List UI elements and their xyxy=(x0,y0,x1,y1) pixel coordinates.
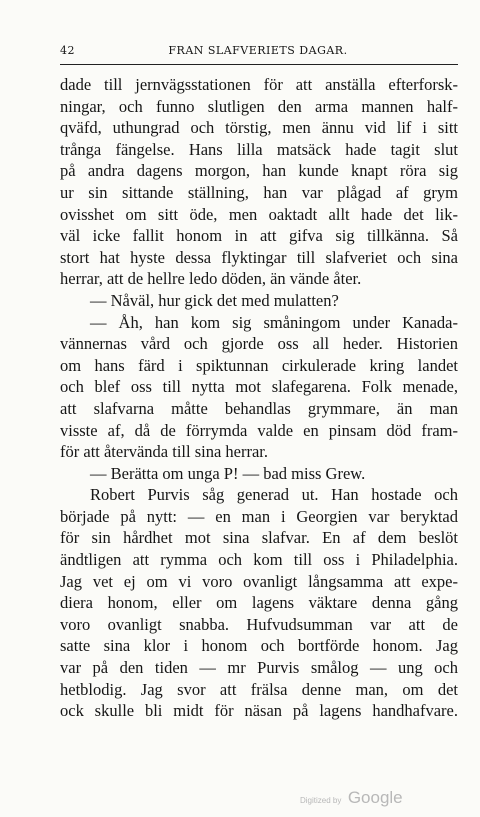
text-line: qväfd, uthungrad och törstig, men ännu vid lif i sitt xyxy=(60,118,458,138)
text-line: ningar, och funno slutligen den arma mannen half- xyxy=(60,96,458,116)
text-line: voro ovanligt snabba. Hufvudsumman var att de xyxy=(60,614,458,634)
page-number: 42 xyxy=(60,44,75,57)
text-line: visste af, då de förrymda valde en pinsam död fram- xyxy=(60,420,458,440)
running-title: FRAN SLAFVERIETS DAGAR. xyxy=(168,44,348,57)
body-text xyxy=(60,74,458,722)
page-header xyxy=(60,44,456,64)
text-line: — Åh, han kom sig småningom under Kanada- xyxy=(90,312,458,332)
text-line: för att återvända till sina herrar. xyxy=(60,442,268,462)
text-line: för sin hårdhet mot sina slafvar. En af dem beslöt xyxy=(60,528,458,548)
text-line: trånga fängelse. Hans lilla matsäck hade tagit slut xyxy=(60,139,458,159)
text-line: ock skulle bli midt för näsan på lagens handhafvare. xyxy=(60,701,458,721)
text-line: satte sina klor i honom och bortförde honom. Jag xyxy=(60,636,458,656)
text-line: dade till jernvägsstationen för att anställa efterforsk- xyxy=(60,75,458,94)
text-line: och blef oss till nytta mot slafegarena. Folk menade, xyxy=(60,377,458,397)
text-line: ur sin sittande ställning, han var plågad af grym xyxy=(60,182,458,202)
text-line: Jag vet ej om vi voro ovanligt långsamma att expe- xyxy=(60,571,458,591)
text-line: ovisshet om sitt öde, men oaktadt allt hade det lik- xyxy=(60,204,458,224)
text-line: väl icke fallit honom in att gifva sig tillkänna. Så xyxy=(60,226,458,246)
text-line: vännernas vård och gjorde oss all heder. Historien xyxy=(60,334,458,354)
text-line: herrar, att de hellre ledo döden, än vände åter. xyxy=(60,269,362,289)
text-line: ändtligen att rymma och kom till oss i Philadelphia. xyxy=(60,550,458,570)
text-line: stort hat hyste dessa flyktingar till slafveriet och sina xyxy=(60,247,458,267)
header-rule xyxy=(60,64,458,65)
text-line: att slafvarna måtte behandlas grymmare, än man xyxy=(60,398,458,418)
text-line: om hans färd i spiktunnan cirkulerade kring landet xyxy=(60,355,458,375)
google-logo: Google xyxy=(347,788,403,807)
digitized-watermark xyxy=(300,788,403,808)
digitized-label: Digitized by xyxy=(300,796,342,805)
text-line: — Berätta om unga P! — bad miss Grew. xyxy=(90,463,366,483)
text-line: — Nåväl, hur gick det med mulatten? xyxy=(90,290,339,310)
text-line: diera honom, eller om lagens väktare denna gång xyxy=(60,593,458,613)
text-line: hetblodig. Jag svor att frälsa denne man, om det xyxy=(60,679,458,699)
text-line: började på nytt: — en man i Georgien var beryktad xyxy=(60,506,458,526)
text-line: på andra dagens morgon, han kunde knapt röra sig xyxy=(60,161,458,181)
text-line: var på den tiden — mr Purvis smålog — ung och xyxy=(60,658,458,678)
text-line: Robert Purvis såg generad ut. Han hostade och xyxy=(90,485,458,505)
